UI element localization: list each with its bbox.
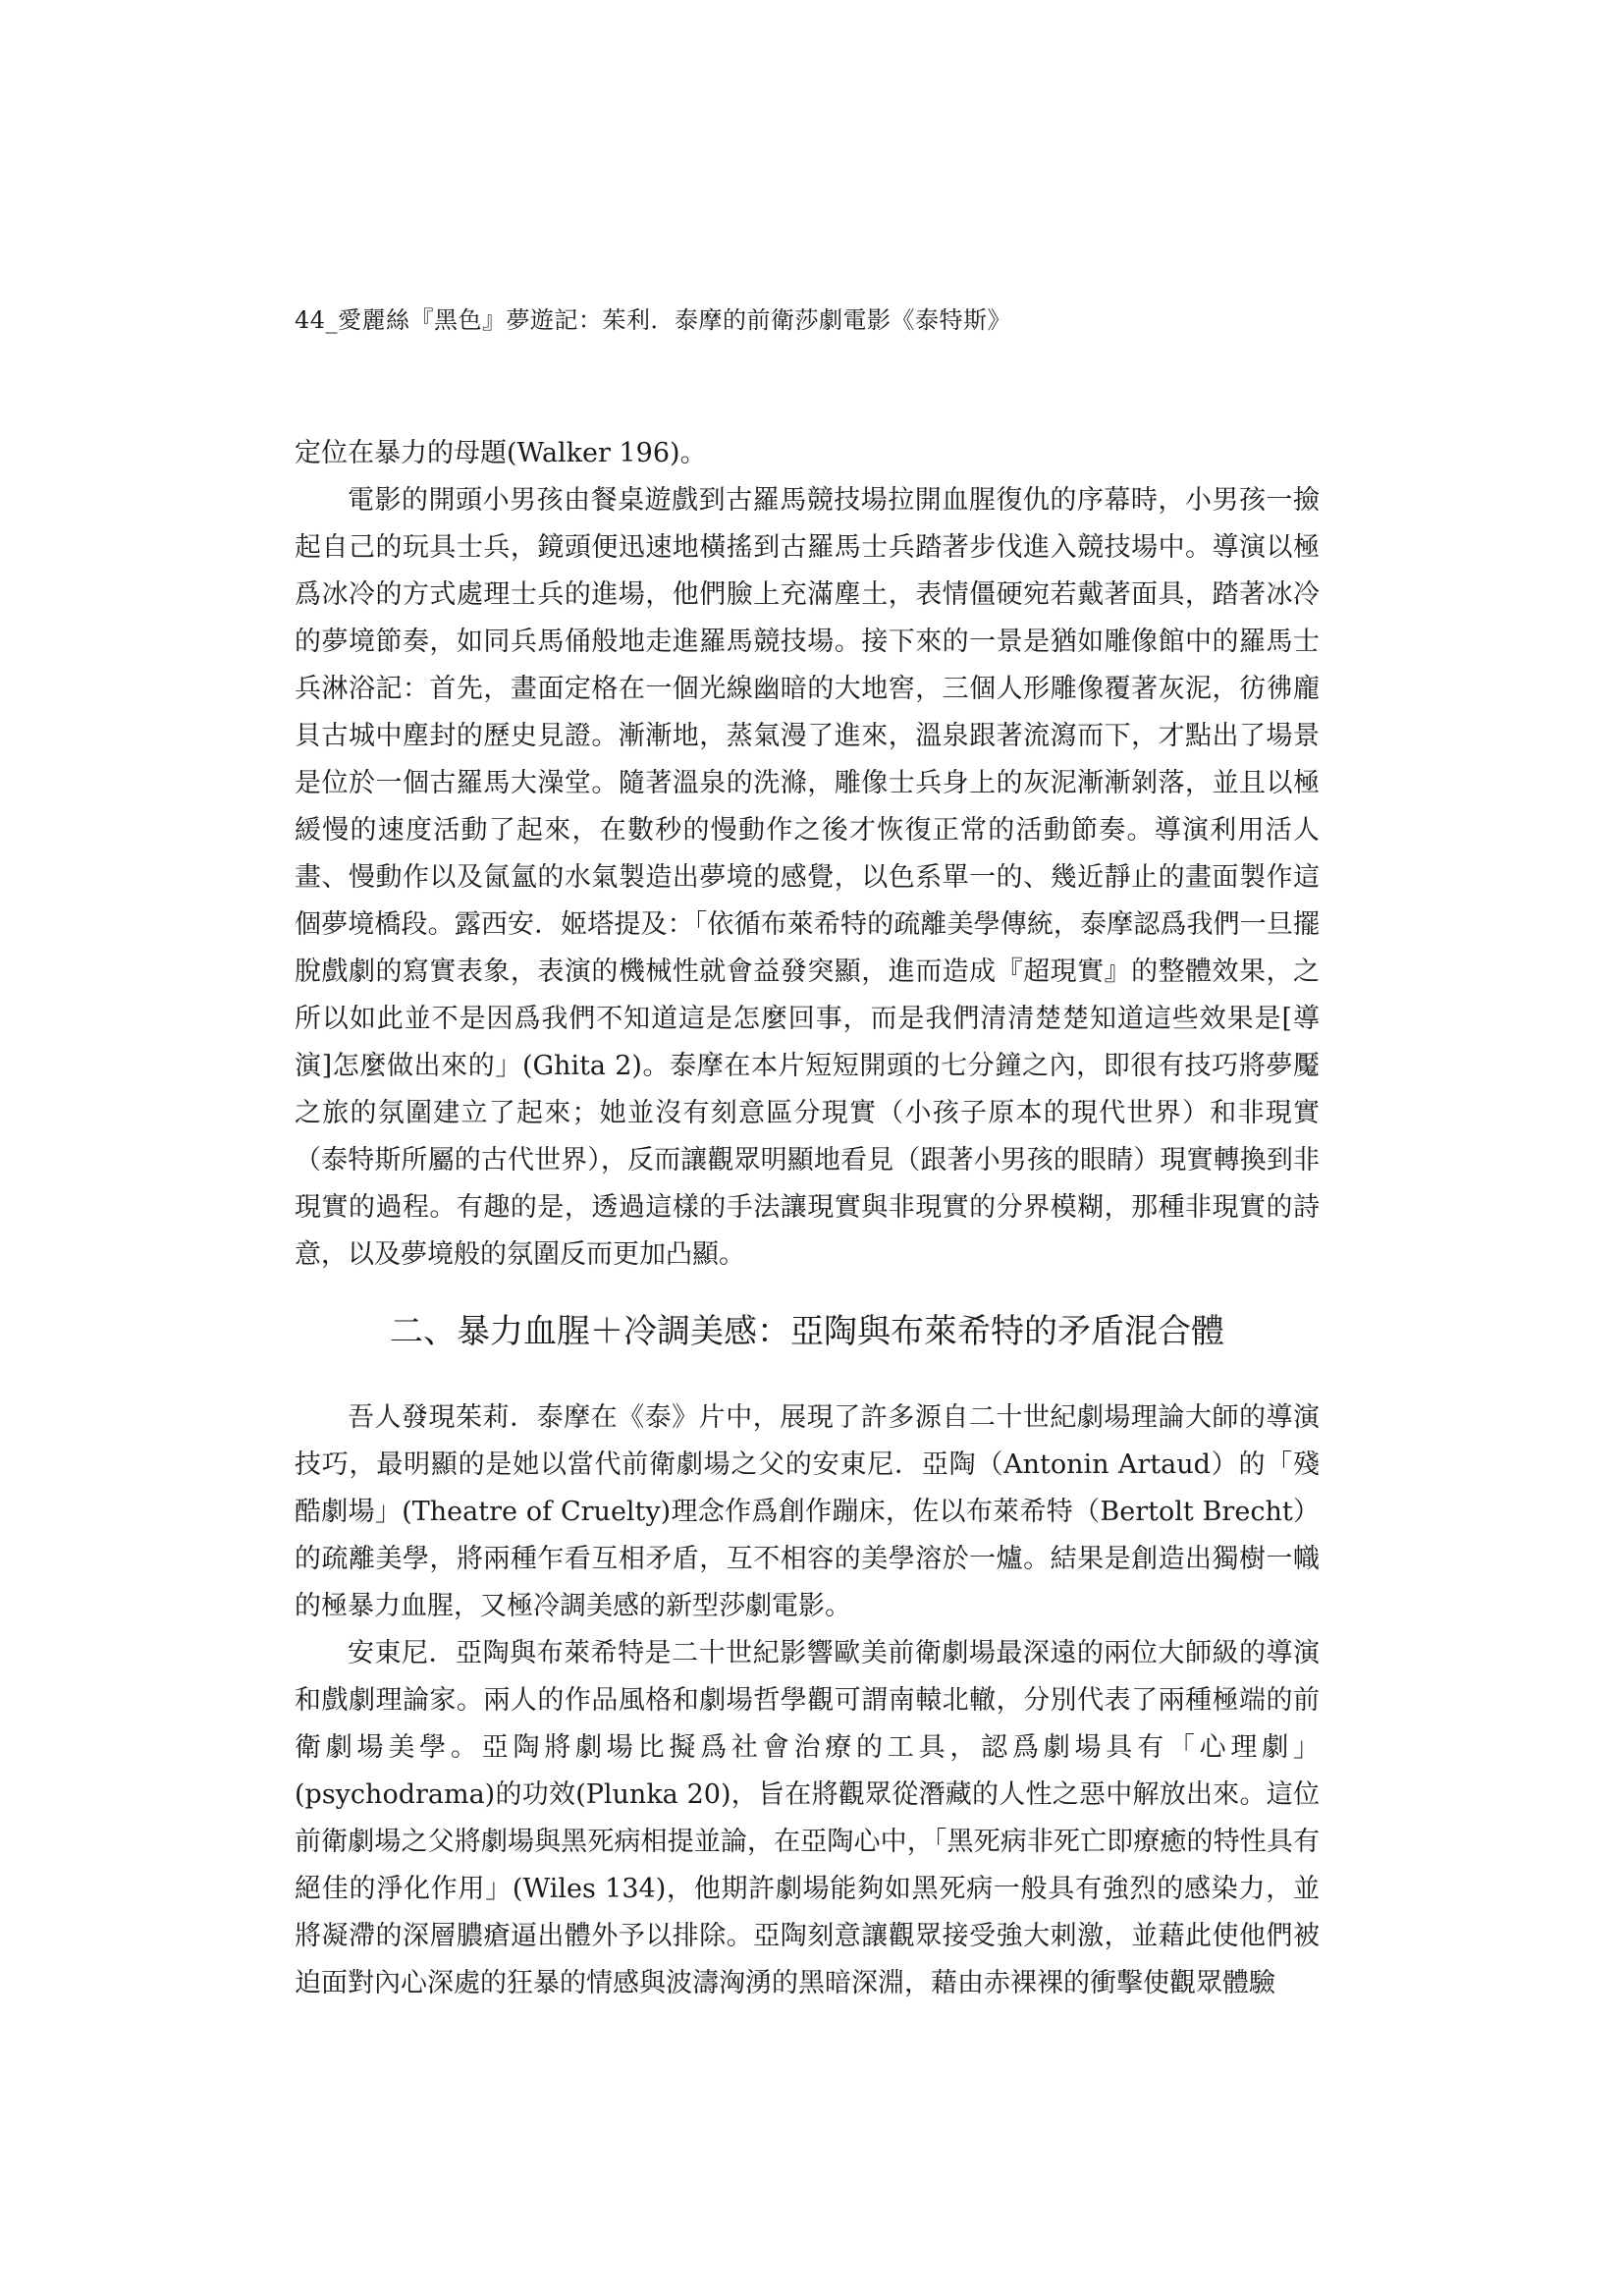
section-heading: 二、暴力血腥＋冷調美感：亞陶與布萊希特的矛盾混合體 [390, 1312, 1224, 1351]
body-text-before-heading [295, 430, 1320, 1279]
paragraph: 電影的開頭小男孩由餐桌遊戲到古羅馬競技場拉開血腥復仇的序幕時，小男孩一撿起自己的玩具士兵，鏡頭便迅速地橫搖到古羅馬士兵踏著步伐進入競技場中。導演以極爲冰冷的方式處理士兵的進場，他們臉上充滿塵土，表情僵硬宛若戴著面具，踏著冰冷的夢境節奏，如同兵馬俑般地走進羅馬競技場。接下來的一景是猶如雕像館中的羅馬士兵淋浴記：首先，畫面定格在一個光線幽暗的大地窖，三個人形雕像覆著灰泥，彷彿龐貝古城中塵封的歷史見證。漸漸地，蒸氣漫了進來，溫泉跟著流瀉而下，才點出了場景是位於一個古羅馬大澡堂。隨著溫泉的洗滌，雕像士兵身上的灰泥漸漸剝落，並且以極緩慢的速度活動了起來，在數秒的慢動作之後才恢復正常的活動節奏。導演利用活人畫、慢動作以及氤氳的水氣製造出夢境的感覺，以色系單一的、幾近靜止的畫面製作這個夢境橋段。露西安．姬塔提及：「依循布萊希特的疏離美學傳統，泰摩認爲我們一旦擺脫戲劇的寫實表象，表演的機械性就會益發突顯，進而造成『超現實』的整體效果，之所以如此並不是因爲我們不知道這是怎麼回事，而是我們清清楚楚知道這些效果是[導演]怎麼做出來的」(Ghita 2)。泰摩在本片短短開頭的七分鐘之內，即很有技巧將夢魘之旅的氛圍建立了起來；她並沒有刻意區分現實（小孩子原本的現代世界）和非現實（泰特斯所屬的古代世界），反而讓觀眾明顯地看見（跟著小男孩的眼睛）現實轉換到非現實的過程。有趣的是，透過這樣的手法讓現實與非現實的分界模糊，那種非現實的詩意，以及夢境般的氛圍反而更加凸顯。 [295, 485, 1320, 1270]
paragraph: 定位在暴力的母題(Walker 196)。 [295, 438, 707, 468]
body-text-after-heading [295, 1394, 1320, 2007]
running-head: 44_愛麗絲『黑色』夢遊記：茱利．泰摩的前衛莎劇電影《泰特斯》 [295, 306, 1012, 334]
paragraph: 安東尼．亞陶與布萊希特是二十世紀影響歐美前衛劇場最深遠的兩位大師級的導演和戲劇理論家。兩人的作品風格和劇場哲學觀可謂南轅北轍，分別代表了兩種極端的前衛劇場美學。亞陶將劇場比擬爲社會治療的工具，認爲劇場具有「心理劇」(psychodrama)的功效(Plunka 20)，旨在將觀眾從潛藏的人性之惡中解放出來。這位前衛劇場之父將劇場與黑死病相提並論，在亞陶心中，「黑死病非死亡即療癒的特性具有絕佳的淨化作用」(Wiles 134)，他期許劇場能夠如黑死病一般具有強烈的感染力，並將凝滯的深層膿瘡逼出體外予以排除。亞陶刻意讓觀眾接受強大刺激，並藉此使他們被迫面對內心深處的狂暴的情感與波濤洶湧的黑暗深淵，藉由赤裸裸的衝擊使觀眾體驗 [295, 1638, 1320, 1998]
paragraph: 吾人發現茱莉．泰摩在《泰》片中，展現了許多源自二十世紀劇場理論大師的導演技巧，最明顯的是她以當代前衛劇場之父的安東尼．亞陶（Antonin Artaud）的「殘酷劇場」(Theatre of Cruelty)理念作爲創作蹦床，佐以布萊希特（Bertolt Brecht）的疏離美學，將兩種乍看互相矛盾，互不相容的美學溶於一爐。結果是創造出獨樹一幟的極暴力血腥，又極冷調美感的新型莎劇電影。 [295, 1402, 1320, 1621]
